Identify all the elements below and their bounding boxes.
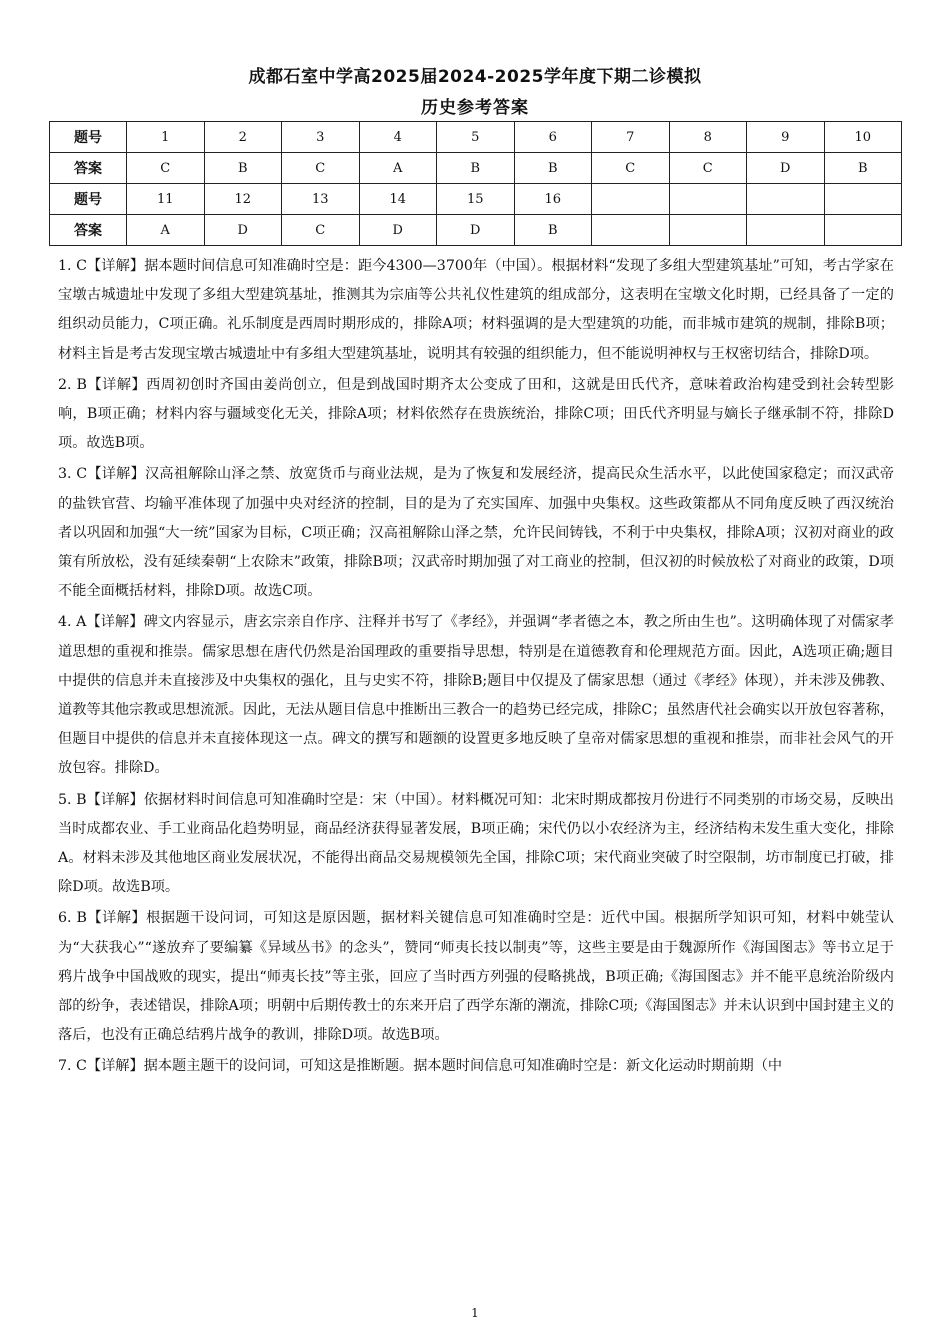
row-label: 题号	[50, 184, 127, 215]
table-cell: D	[437, 215, 515, 246]
table-cell	[592, 184, 670, 215]
table-cell: 15	[437, 184, 515, 215]
table-cell: 2	[204, 122, 282, 153]
table-cell: 16	[514, 184, 592, 215]
explanation-paragraph: 1. C【详解】据本题时间信息可知准确时空是：距今4300—3700年（中国）。根据材料“发现了多组大型建筑基址”可知，考古学家在宝墩古城遗址中发现了多组大型建筑基址，推测其为宗庙等公共礼仪性建筑的组成部分，这表明在宝墩文化时期，已经具备了一定的组织动员能力，C项正确。礼乐制度是西周时期形成的，排除A项；材料强调的是大型建筑的功能，而非城市建筑的规制，排除B项；材料主旨是考古发现宝墩古城遗址中有多组大型建筑基址，说明其有较强的组织能力，但不能说明神权与王权密切结合，排除D项。	[58, 258, 894, 362]
row-label: 答案	[50, 215, 127, 246]
row-label: 答案	[50, 153, 127, 184]
table-cell: D	[204, 215, 282, 246]
table-cell: C	[592, 153, 670, 184]
table-cell: A	[359, 153, 437, 184]
table-cell: B	[204, 153, 282, 184]
explanation-paragraph: 2. B【详解】西周初创时齐国由姜尚创立，但是到战国时期齐太公变成了田和，这就是田氏代齐，意味着政治构建受到社会转型影响，B项正确；材料内容与疆域变化无关，排除A项；材料依然存在贵族统治，排除C项；田氏代齐明显与嫡长子继承制不符，排除D项。故选B项。	[58, 376, 894, 452]
table-cell: 1	[127, 122, 205, 153]
explanation-paragraph: 3. C【详解】汉高祖解除山泽之禁、放宽货币与商业法规，是为了恢复和发展经济，提高民众生活水平，以此使国家稳定；而汉武帝的盐铁官营、均输平准体现了加强中央对经济的控制，目的是为了充实国库、加强中央集权。这些政策都从不同角度反映了西汉统治者以巩固和加强“大一统”国家为目标，C项正确；汉高祖解除山泽之禁，允许民间铸钱，不利于中央集权，排除A项；汉初对商业的政策有所放松，没有延续秦朝“上农除末”政策，排除B项；汉武帝时期加强了对工商业的控制，但汉初的时候放松了对商业的政策，D项不能全面概括材料，排除D项。故选C项。	[58, 466, 894, 600]
table-cell: 3	[282, 122, 360, 153]
table-cell: 4	[359, 122, 437, 153]
table-cell: C	[282, 153, 360, 184]
table-cell: D	[359, 215, 437, 246]
table-row	[50, 215, 902, 246]
explanation-paragraph: 5. B【详解】依据材料时间信息可知准确时空是：宋（中国）。材料概况可知：北宋时期成都按月份进行不同类别的市场交易，反映出当时成都农业、手工业商品化趋势明显，商品经济获得显著发展，B项正确；宋代仍以小农经济为主，经济结构未发生重大变化，排除A。材料未涉及其他地区商业发展状况，不能得出商品交易规模领先全国，排除C项；宋代商业突破了时空限制，坊市制度已打破，排除D项。故选B项。	[58, 791, 894, 896]
table-cell: 12	[204, 184, 282, 215]
table-cell	[824, 215, 902, 246]
table-cell: B	[514, 215, 592, 246]
table-cell	[592, 215, 670, 246]
table-cell	[747, 184, 825, 215]
table-cell: D	[747, 153, 825, 184]
table-cell	[824, 184, 902, 215]
document-title: 成都石室中学高2025届2024-2025学年度下期二诊模拟	[248, 67, 702, 87]
explanation-paragraph: 7. C【详解】据本题主题干的设问词，可知这是推断题。据本题时间信息可知准确时空是：新文化运动时期前期（中	[58, 1058, 783, 1075]
table-cell: 13	[282, 184, 360, 215]
table-cell: 8	[669, 122, 747, 153]
row-label: 题号	[50, 122, 127, 153]
table-cell: 6	[514, 122, 592, 153]
table-row	[50, 122, 902, 153]
table-row	[50, 184, 902, 215]
table-row	[50, 153, 902, 184]
table-cell	[747, 215, 825, 246]
explanations	[58, 252, 894, 1084]
explanation-paragraph: 6. B【详解】根据题干设问词，可知这是原因题，据材料关键信息可知准确时空是：近代中国。根据所学知识可知，材料中姚莹认为“大获我心”“遂放弃了要编纂《异域丛书》的念头”，赞同“师夷长技以制夷”等，这些主要是由于魏源所作《海国图志》等书立足于鸦片战争中国战败的现实，提出“师夷长技”等主张，回应了当时西方列强的侵略挑战，B项正确;《海国图志》并不能平息统治阶级内部的纷争，表述错误，排除A项；明朝中后期传教士的东来开启了西学东渐的潮流，排除C项;《海国图志》并未认识到中国封建主义的落后，也没有正确总结鸦片战争的教训，排除D项。故选B项。	[58, 910, 894, 1044]
page-number: 1	[471, 1306, 479, 1320]
table-cell: 11	[127, 184, 205, 215]
table-cell: 14	[359, 184, 437, 215]
table-cell: 10	[824, 122, 902, 153]
answer-table	[49, 121, 902, 246]
table-cell: C	[669, 153, 747, 184]
table-cell: B	[437, 153, 515, 184]
table-cell: C	[282, 215, 360, 246]
table-cell: B	[514, 153, 592, 184]
table-cell: B	[824, 153, 902, 184]
table-cell: 5	[437, 122, 515, 153]
table-cell: 9	[747, 122, 825, 153]
table-cell: C	[127, 153, 205, 184]
table-cell	[669, 184, 747, 215]
table-cell: 7	[592, 122, 670, 153]
document-subtitle: 历史参考答案	[421, 98, 529, 118]
table-cell: A	[127, 215, 205, 246]
table-cell	[669, 215, 747, 246]
explanation-paragraph: 4. A【详解】碑文内容显示，唐玄宗亲自作序、注释并书写了《孝经》，并强调“孝者德之本，教之所由生也”。这明确体现了对儒家孝道思想的重视和推崇。儒家思想在唐代仍然是治国理政的重要指导思想，特别是在道德教育和伦理规范方面。因此，A选项正确;题目中提供的信息并未直接涉及中央集权的强化，且与史实不符，排除B;题目中仅提及了儒家思想（通过《孝经》体现），并未涉及佛教、道教等其他宗教或思想流派。因此，无法从题目信息中推断出三教合一的趋势已经完成，排除C；虽然唐代社会确实以开放包容著称，但题目中提供的信息并未直接体现这一点。碑文的撰写和题额的设置更多地反映了皇帝对儒家思想的重视和推崇，而非社会风气的开放包容。排除D。	[58, 614, 894, 777]
